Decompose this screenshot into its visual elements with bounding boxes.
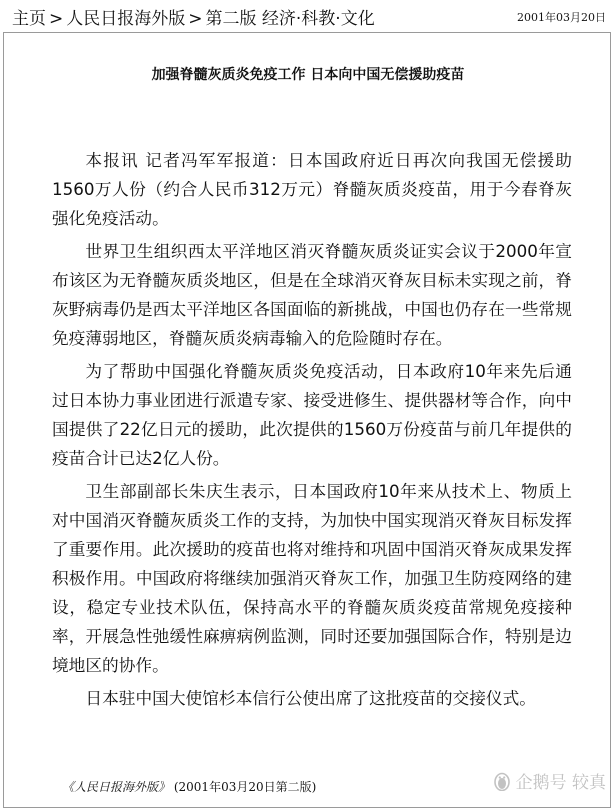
article-paragraph: 卫生部副部长朱庆生表示，日本国政府10年来从技术上、物质上对中国消灭脊髓灰质炎工作的支持，为加快中国实现消灭脊灰目标发挥了重要作用。此次援助的疫苗也将对维持和巩固中国消灭脊灰成果发挥积极作用。中国政府将继续加强消灭脊灰工作，加强卫生防疫网络的建设，稳定专业技术队伍，保持高水平的脊髓灰质炎疫苗常规免疫接种率，开展急性弛缓性麻痹病例监测，同时还要加强国际合作，特别是边境地区的协作。: [52, 481, 572, 675]
breadcrumb-section-link[interactable]: 第二版 经济·科教·文化: [205, 9, 375, 29]
article-headline: 加强脊髓灰质炎免疫工作 日本向中国无偿援助疫苗: [151, 67, 465, 83]
breadcrumb-home-link[interactable]: 主页: [12, 9, 46, 29]
article-paragraph: 为了帮助中国强化脊髓灰质炎免疫活动，日本政府10年来先后通过日本协力事业团进行派遣专家、接受进修生、提供器材等合作，向中国提供了22亿日元的援助，此次提供的1560万份疫苗与前几年提供的疫苗合计已达2亿人份。: [52, 361, 572, 468]
article-paragraph: 世界卫生组织西太平洋地区消灭脊髓灰质炎证实会议于2000年宣布该区为无脊髓灰质炎地区，但是在全球消灭脊灰目标未实现之前，脊灰野病毒仍是西太平洋地区各国面临的新挑战，中国也仍存在一些常规免疫薄弱地区，脊髓灰质炎病毒输入的危险随时存在。: [52, 241, 572, 348]
breadcrumb-separator: >: [49, 9, 64, 29]
article-paragraph: 本报讯 记者冯军军报道：日本国政府近日再次向我国无偿援助1560万人份（约合人民币312万元）脊髓灰质炎疫苗，用于今春脊灰强化免疫活动。: [52, 150, 572, 228]
breadcrumb: [12, 4, 375, 29]
source-paper: 《人民日报海外版》: [62, 780, 171, 794]
issue-date: 2001年03月20日: [517, 11, 606, 24]
article-source: [62, 778, 316, 795]
top-bar: [0, 0, 616, 32]
breadcrumb-separator: >: [188, 9, 203, 29]
watermark-text: 企鹅号 较真: [515, 773, 606, 793]
article-paragraph: 日本驻中国大使馆杉本信行公使出席了这批疫苗的交接仪式。: [85, 688, 536, 708]
watermark: [493, 768, 606, 793]
source-detail: (2001年03月20日第二版): [173, 780, 317, 794]
breadcrumb-edition-link[interactable]: 人民日报海外版: [66, 9, 186, 29]
penguin-logo-icon: [493, 771, 511, 791]
article-body: [52, 146, 572, 713]
